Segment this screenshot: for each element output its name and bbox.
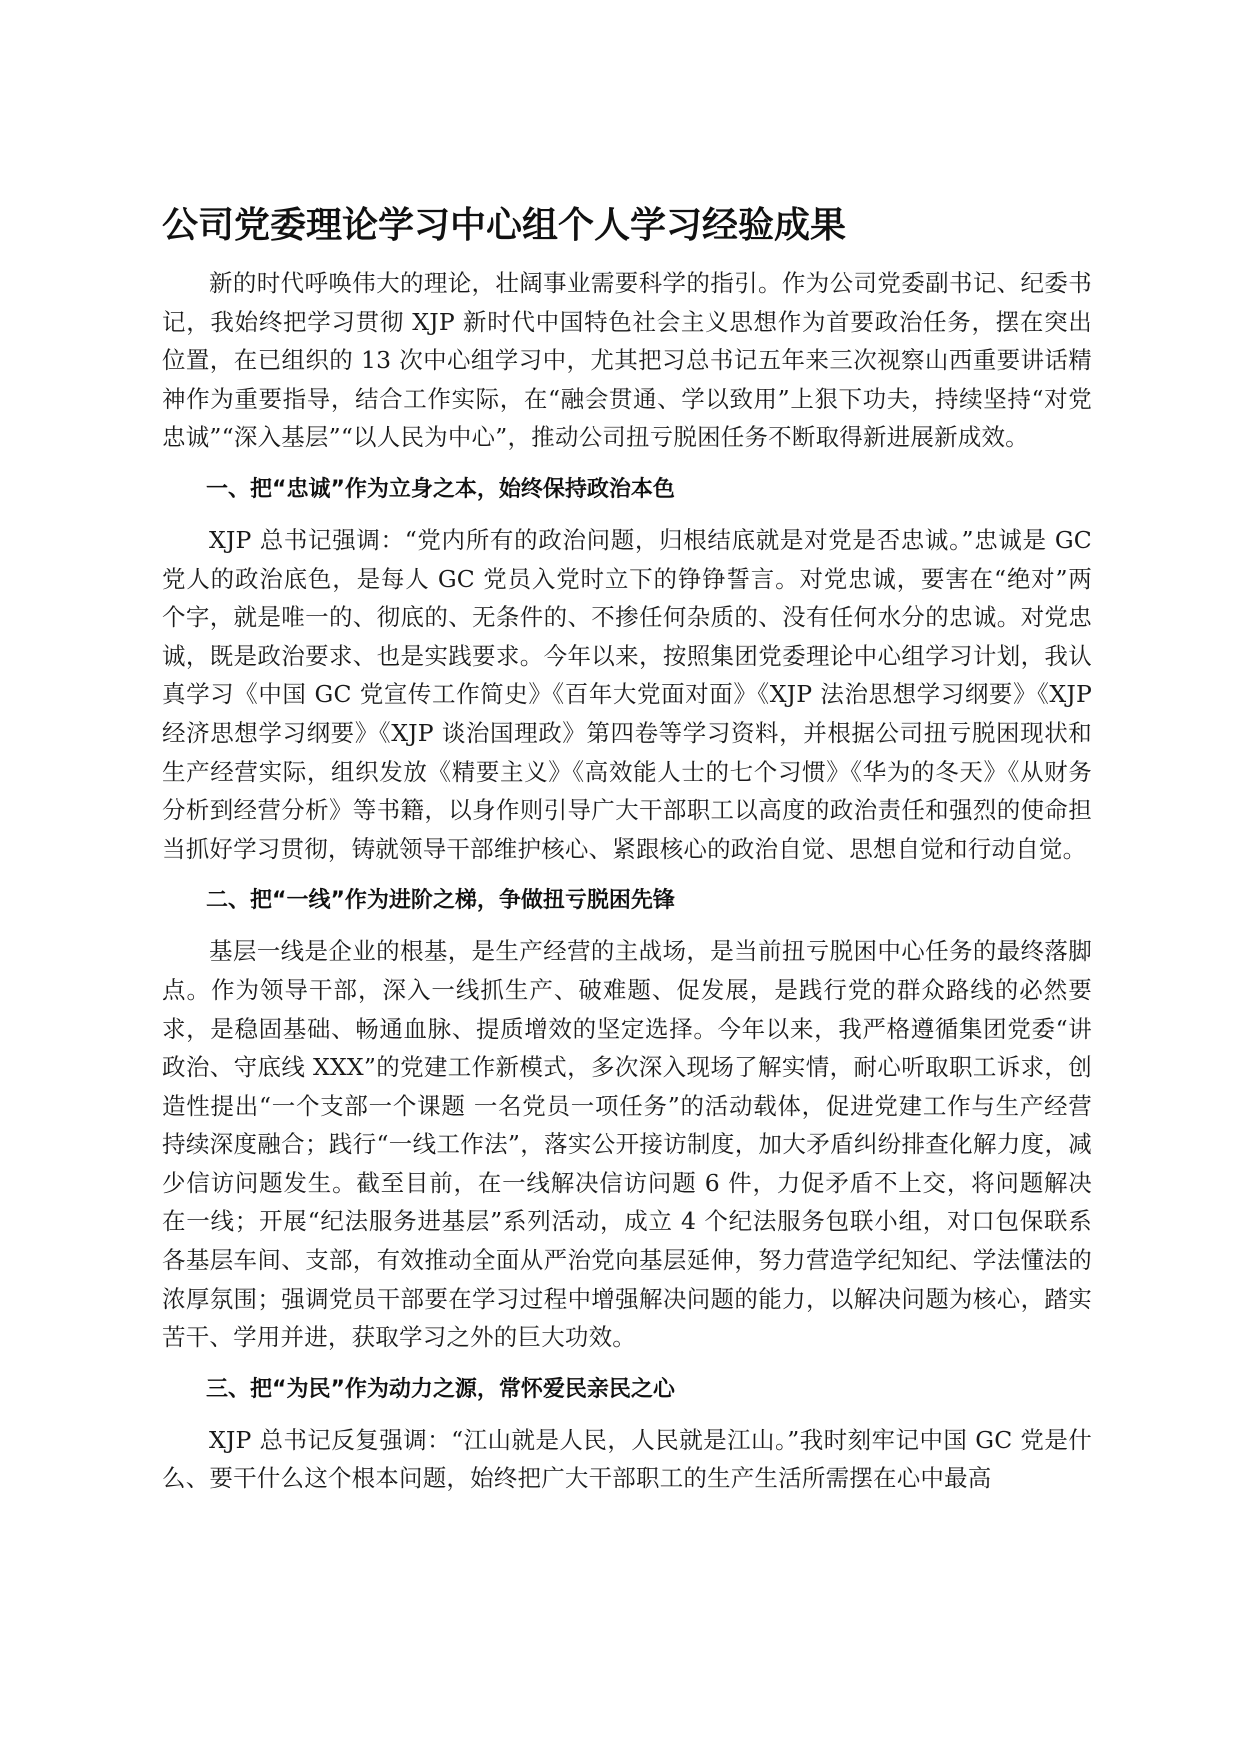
intro-paragraph: 新的时代呼唤伟大的理论，壮阔事业需要科学的指引。作为公司党委副书记、纪委书记，我始终把学习贯彻 XJP 新时代中国特色社会主义思想作为首要政治任务，摆在突出位置，在已组织的 13 次中心组学习中，尤其把习总书记五年来三次视察山西重要讲话精神作为重要指导，结合工作实际，在“融会贯通、学以致用”上狠下功夫，持续坚持“对党忠诚”“深入基层”“以人民为中心”，推动公司扭亏脱困任务不断取得新进展新成效。: [162, 269, 1092, 452]
document-page: [162, 200, 1092, 1498]
section-heading-1: 一、把“忠诚”作为立身之本，始终保持政治本色: [206, 476, 675, 502]
section-body-3: XJP 总书记反复强调：“江山就是人民，人民就是江山。”我时刻牢记中国 GC 党是什么、要干什么这个根本问题，始终把广大干部职工的生产生活所需摆在心中最高: [162, 1425, 1092, 1493]
section-body-1: XJP 总书记强调：“党内所有的政治问题，归根结底就是对党是否忠诚。”忠诚是 GC 党人的政治底色，是每人 GC 党员入党时立下的铮铮誓言。对党忠诚，要害在“绝对”两个字，就是唯一的、彻底的、无条件的、不掺任何杂质的、没有任何水分的忠诚。对党忠诚，既是政治要求、也是实践要求。今年以来，按照集团党委理论中心组学习计划，我认真学习《中国 GC 党宣传工作简史》《百年大党面对面》《XJP 法治思想学习纲要》《XJP 经济思想学习纲要》《XJP 谈治国理政》第四卷等学习资料，并根据公司扭亏脱困现状和生产经营实际，组织发放《精要主义》《高效能人士的七个习惯》《华为的冬天》《从财务分析到经营分析》等书籍，以身作则引导广大干部职工以高度的政治责任和强烈的使命担当抓好学习贯彻，铸就领导干部维护核心、紧跟核心的政治自觉、思想自觉和行动自觉。: [162, 525, 1092, 863]
document-title: 公司党委理论学习中心组个人学习经验成果: [162, 205, 847, 246]
section-heading-3: 三、把“为民”作为动力之源，常怀爱民亲民之心: [206, 1376, 675, 1402]
section-body-2: 基层一线是企业的根基，是生产经营的主战场，是当前扭亏脱困中心任务的最终落脚点。作为领导干部，深入一线抓生产、破难题、促发展，是践行党的群众路线的必然要求，是稳固基础、畅通血脉、提质增效的坚定选择。今年以来，我严格遵循集团党委“讲政治、守底线 XXX”的党建工作新模式，多次深入现场了解实情，耐心听取职工诉求，创造性提出“一个支部一个课题 一名党员一项任务”的活动载体，促进党建工作与生产经营持续深度融合；践行“一线工作法”，落实公开接访制度，加大矛盾纠纷排查化解力度，减少信访问题发生。截至目前，在一线解决信访问题 6 件，力促矛盾不上交，将问题解决在一线；开展“纪法服务进基层”系列活动，成立 4 个纪法服务包联小组，对口包保联系各基层车间、支部，有效推动全面从严治党向基层延伸，努力营造学纪知纪、学法懂法的浓厚氛围；强调党员干部要在学习过程中增强解决问题的能力，以解决问题为核心，踏实苦干、学用并进，获取学习之外的巨大功效。: [162, 937, 1092, 1352]
section-heading-2: 二、把“一线”作为进阶之梯，争做扭亏脱困先锋: [206, 888, 675, 914]
